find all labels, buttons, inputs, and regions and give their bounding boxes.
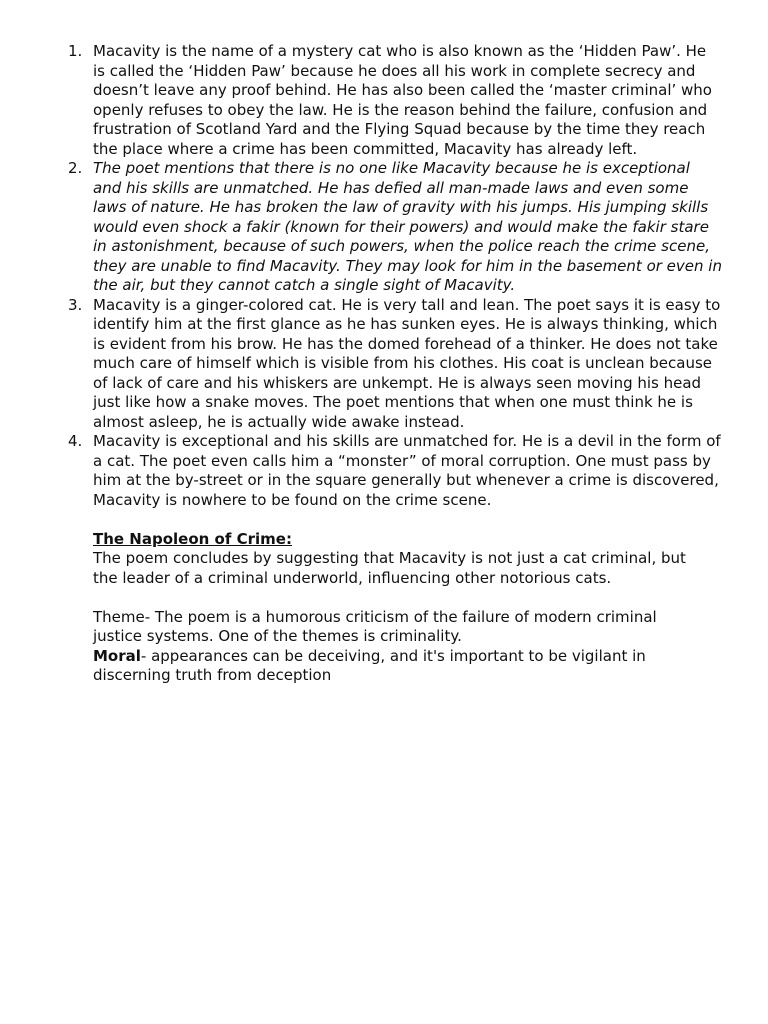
document-page [0,42,768,686]
list-item [0,42,768,159]
list-item-text: Macavity is exceptional and his skills are unmatched for. He is a devil in the form of a cat. The poet even calls him a “monster” of moral corruption. One must pass by him at the by-street or in the square generally but whenever a crime is discovered, Macavity is nowhere to be found on the crime scene. [93,432,721,509]
answer-list [0,42,768,510]
moral-label: Moral [93,646,141,665]
spacer [0,510,768,530]
theme-section [0,608,768,686]
section-paragraph: The poem concludes by suggesting that Macavity is not just a cat criminal, but the leader of a criminal underworld, influencing other notorious cats. [93,549,686,587]
moral-paragraph [93,647,708,686]
napoleon-section [0,530,768,589]
list-item [0,296,768,433]
spacer [0,588,768,608]
list-item-number: 4. [68,432,83,450]
moral-text: - appearances can be deceiving, and it's important to be vigilant in discerning truth from deception [93,646,646,684]
list-item-text: The poet mentions that there is no one like Macavity because he is exceptional and his skills are unmatched. He has defied all man-made laws and even some laws of nature. He has broken the law of gravity with his jumps. His jumping skills would even shock a fakir (known for their powers) and would make the fakir stare in astonishment, because of such powers, when the police reach the crime scene, they are unable to find Macavity. They may look for him in the basement or even in the air, but they cannot catch a single sight of Macavity. [93,159,722,294]
list-item-text: Macavity is a ginger-colored cat. He is very tall and lean. The poet says it is easy to identify him at the first glance as he has sunken eyes. He is always thinking, which is evident from his brow. He has the domed forehead of a thinker. He does not take much care of himself which is visible from his clothes. His coat is unclean because of lack of care and his whiskers are unkempt. He is always seen moving his head just like how a snake moves. The poet mentions that when one must think he is almost asleep, he is actually wide awake instead. [93,295,721,431]
list-item-number: 3. [68,295,83,314]
list-item [0,159,768,296]
list-item-text: Macavity is the name of a mystery cat who is also known as the ‘Hidden Paw’. He is called the ‘Hidden Paw’ because he does all his work in complete secrecy and doesn’t leave any proof behind. He has also been called the ‘master criminal’ who openly refuses to obey the law. He is the reason behind the failure, confusion and frustration of Scotland Yard and the Flying Squad because by the time they reach the place where a crime has been committed, Macavity has already left. [93,42,712,158]
list-item-number: 1. [68,42,83,60]
theme-paragraph: Theme- The poem is a humorous criticism of the failure of modern criminal justice systems. One of the themes is criminality. [93,607,657,645]
list-item-number: 2. [68,159,83,177]
list-item [0,432,768,510]
section-heading: The Napoleon of Crime: [93,529,292,548]
